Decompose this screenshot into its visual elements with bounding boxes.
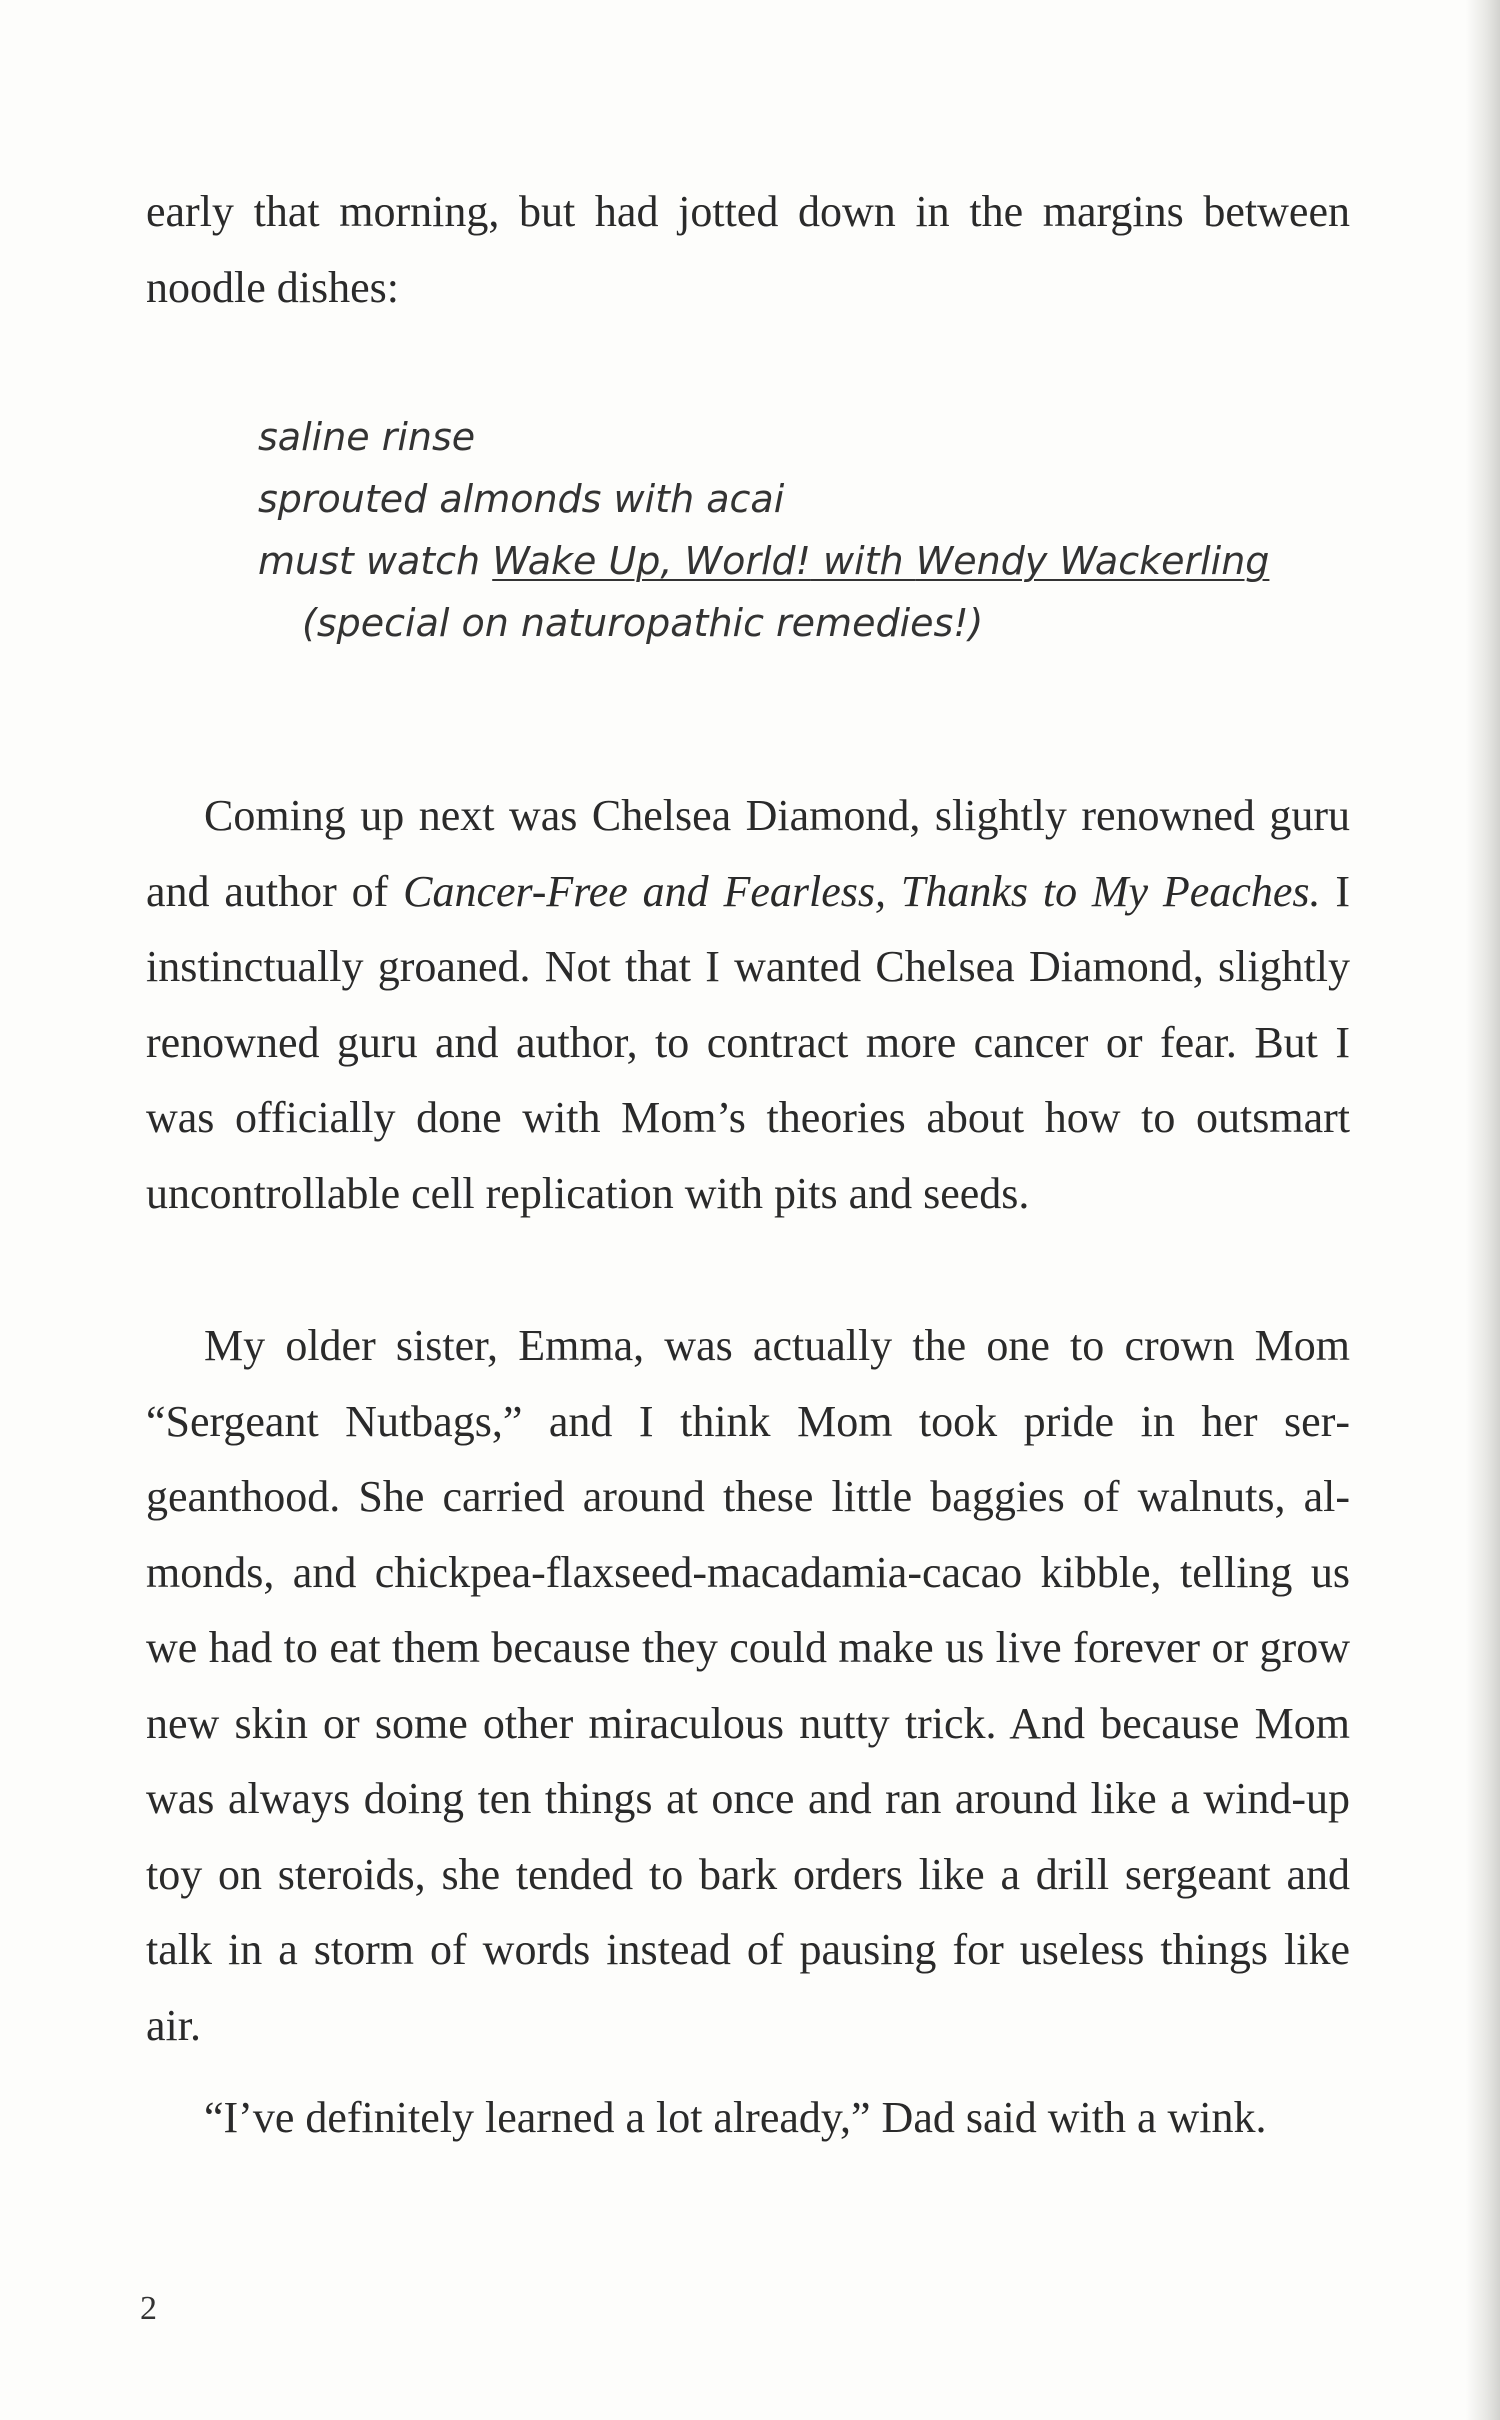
- paragraph-2-start: Coming up next was Chelsea Diamond, slightly renowned guru and author of: [146, 791, 1350, 916]
- note-line-special: (special on naturopathic remedies!): [302, 601, 984, 645]
- note-show-host: Wendy Wackerling: [915, 539, 1270, 583]
- note-show-with: with: [810, 539, 916, 583]
- paragraph-continuation: early that morning, but had jotted down in the margins between noodle dishes:: [146, 187, 1350, 312]
- book-title: Cancer-Free and Fearless, Thanks to My Peaches.: [403, 866, 1321, 916]
- note-must-watch-prefix: must watch: [258, 539, 493, 583]
- margin-notes: [258, 406, 1269, 654]
- note-line-must-watch: [258, 530, 1269, 592]
- paragraph-2-end: I instinctually groaned. Not that I wanted Chelsea Diamond, slightly renowned guru and author, to contract more cancer or fear. But I was officially done with Mom’s theories about how to outsmart uncontrollable cell replication with pits and seeds.: [146, 866, 1351, 1218]
- paragraph-dad-quote: “I’ve definitely learned a lot already,” Dad said with a wink.: [204, 2093, 1267, 2142]
- note-show-name: Wake Up, World!: [492, 539, 811, 583]
- paragraph-sergeant-nutbags: My older sister, Emma, was actually the one to crown Mom “Sergeant Nutbags,” and I think Mom took pride in her sergeanthood. She carried around these little baggies of walnuts, almonds, and chickpea-flaxseed-macadamia-cacao kibble, telling us we had to eat them because they could make us live forever or grow new skin or some other miraculous nutty trick. And because Mom was always doing ten things at once and ran around like a wind-up toy on steroids, she tended to bark orders like a drill sergeant and talk in a storm of words instead of pausing for useless things like air.: [146, 1321, 1350, 2050]
- page-edge-shadow: [1466, 0, 1500, 2420]
- note-line-almonds: sprouted almonds with acai: [258, 477, 785, 521]
- note-show-title: [492, 539, 1269, 583]
- paragraph-chelsea-diamond: [146, 778, 1350, 1231]
- page-number: 2: [140, 2290, 157, 2327]
- note-line-saline: saline rinse: [258, 415, 476, 459]
